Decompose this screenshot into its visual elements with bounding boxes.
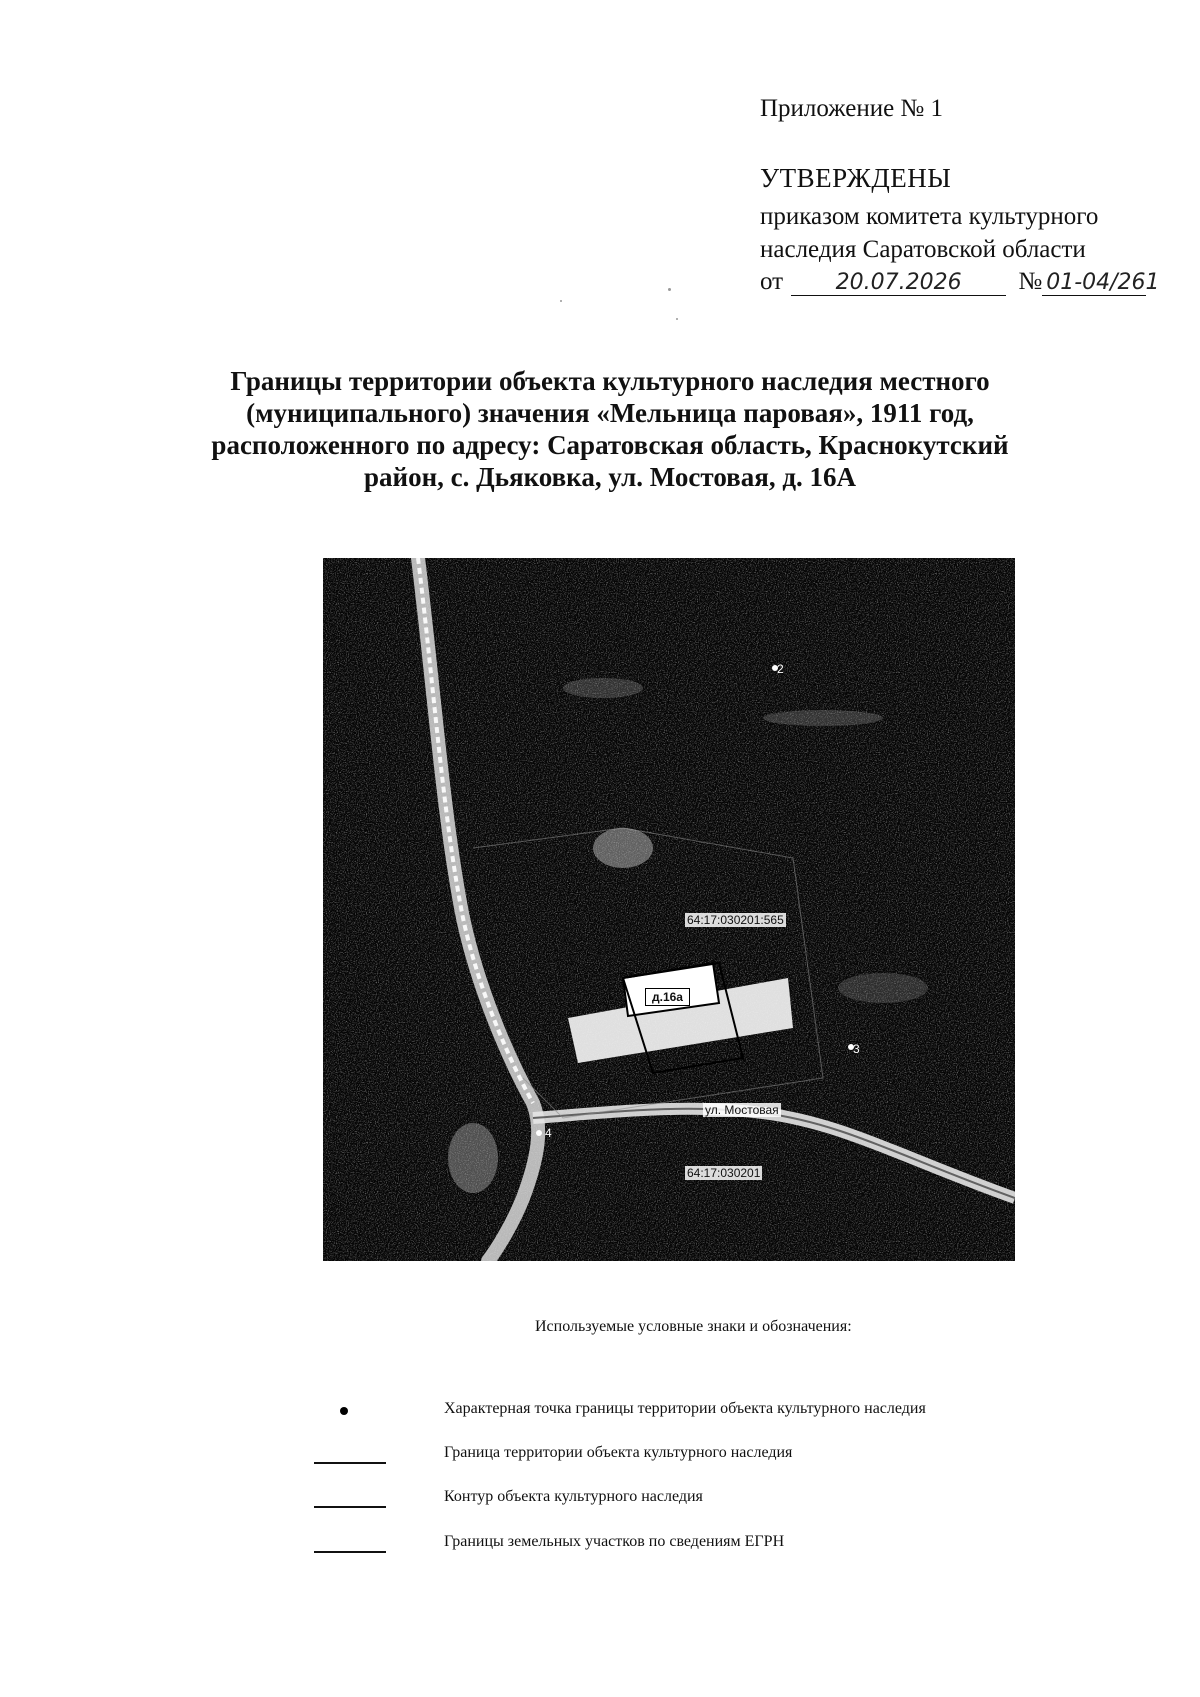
legend-label: Граница территории объекта культурного наследия [444,1444,793,1461]
order-date-handwritten: 20.07.2026 [791,270,1006,296]
legend-item-object-contour [300,1486,1060,1510]
order-date-number-row [760,268,1160,296]
legend-label: Характерная точка границы территории объекта культурного наследия [444,1400,926,1417]
boundary-point-icon [340,1407,348,1415]
boundary-point-marker [536,1130,542,1136]
cadastral-block-label: 64:17:030201 [687,1166,761,1180]
order-line-1: приказом комитета культурного [760,203,1099,230]
point-label-3: 3 [853,1042,860,1056]
house-number-label: д.16а [645,988,690,1006]
approved-heading: УТВЕРЖДЕНЫ [760,163,952,193]
title-line-3: расположенного по адресу: Саратовская область, Краснокутский [211,430,1009,460]
point-label-2: 2 [777,662,784,676]
scan-speck [668,288,671,291]
satellite-imagery [323,558,1015,1261]
order-number-handwritten: 01-04/261 [1042,270,1146,296]
point-label-4: 4 [545,1126,552,1140]
document-title [180,365,1040,493]
legend-item-territory-boundary [300,1442,1060,1466]
legend-symbol [300,1531,410,1555]
legend-symbol [300,1398,410,1422]
order-line-2: наследия Саратовской области [760,236,1086,263]
cadastral-parcel-label: 64:17:030201:565 [687,913,784,927]
title-line-1: Границы территории объекта культурного наследия местного [230,366,990,396]
legend-title: Используемые условные знаки и обозначения: [535,1318,852,1335]
date-prefix: от [760,268,784,295]
satellite-map [323,558,1015,1261]
title-line-2: (муниципального) значения «Мельница паровая», 1911 год, [246,398,974,428]
street-label: ул. Мостовая [705,1103,779,1117]
title-line-4: район, с. Дьяковка, ул. Мостовая, д. 16А [364,462,856,492]
legend-label: Контур объекта культурного наследия [444,1488,703,1505]
scan-speck [676,318,678,320]
line-icon [314,1506,386,1508]
line-icon [314,1551,386,1553]
number-prefix: № [1018,268,1043,295]
legend-label: Границы земельных участков по сведениям ЕГРН [444,1533,785,1550]
line-icon [314,1462,386,1464]
legend-symbol [300,1486,410,1510]
legend-item-point [300,1398,1060,1422]
legend-symbol [300,1442,410,1466]
scan-speck [560,300,562,302]
appendix-heading: Приложение № 1 [760,95,944,122]
legend-item-land-plots [300,1531,1060,1555]
